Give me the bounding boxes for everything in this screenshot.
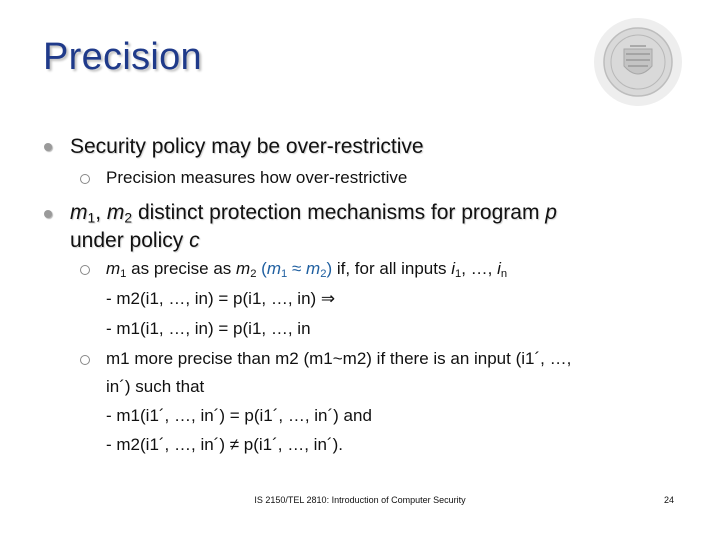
bullet-security-policy: Security policy may be over-restrictive [70, 135, 424, 158]
sub: 1 [120, 267, 127, 280]
sub-bullet-precision-measures: Precision measures how over-restrictive [106, 168, 408, 187]
var-c: c [189, 229, 200, 252]
var-m: m [106, 259, 121, 278]
sub-item-2-line-4: - m2(i1´, …, in´) ≠ p(i1´, …, in´). [106, 435, 343, 454]
footer-course-title: IS 2150/TEL 2810: Introduction of Computer Security [254, 495, 466, 505]
bullet-icon [44, 210, 52, 218]
sub-item-1-line-c: - m1(i1, …, in) = p(i1, …, in [106, 319, 311, 338]
university-seal [592, 16, 684, 108]
sub: 1 [281, 267, 288, 280]
sub-item-1-line-b: - m2(i1, …, in) = p(i1, …, in) ⇒ [106, 289, 336, 308]
sub-item-2-line-3: - m1(i1´, …, in´) = p(i1´, …, in´) and [106, 406, 372, 425]
text: as precise as [126, 259, 237, 278]
sub: 1 [454, 267, 462, 280]
text: distinct protection mechanisms for program [132, 201, 546, 224]
approx-symbol: ≈ [287, 259, 307, 278]
sub: n [500, 267, 508, 280]
comma: , [95, 201, 107, 224]
var-m: m [236, 259, 251, 278]
var-i: i [451, 259, 455, 278]
page-title: Precision [43, 36, 202, 78]
text: ) [326, 259, 333, 278]
bullet-icon [44, 143, 52, 151]
var-m: m [306, 259, 321, 278]
relation [256, 259, 332, 278]
sub-2: 2 [124, 209, 133, 226]
var-i: i [497, 259, 501, 278]
sub-bullet-icon [80, 174, 90, 184]
sub-item-as-precise [106, 258, 507, 280]
var-p: p [545, 201, 557, 224]
sub: 2 [320, 267, 327, 280]
bullet-mechanisms-line1 [70, 200, 557, 226]
sub-item-2-line-2: in´) such that [106, 377, 205, 396]
var-m: m [106, 201, 125, 224]
sub-item-2-line-1: m1 more precise than m2 (m1~m2) if there is an input (i1´, …, [106, 349, 572, 368]
var-m: m [70, 201, 88, 224]
text: ( [256, 259, 267, 278]
text: if, for all inputs [332, 259, 452, 278]
sub-bullet-icon [80, 265, 90, 275]
text: under policy [70, 229, 190, 252]
text: , …, [461, 259, 498, 278]
var-m: m [266, 259, 282, 278]
sub-bullet-icon [80, 355, 90, 365]
bullet-mechanisms-line2 [70, 228, 200, 254]
sub-1: 1 [87, 209, 96, 226]
page-number: 24 [664, 495, 675, 505]
sub: 2 [250, 267, 257, 280]
